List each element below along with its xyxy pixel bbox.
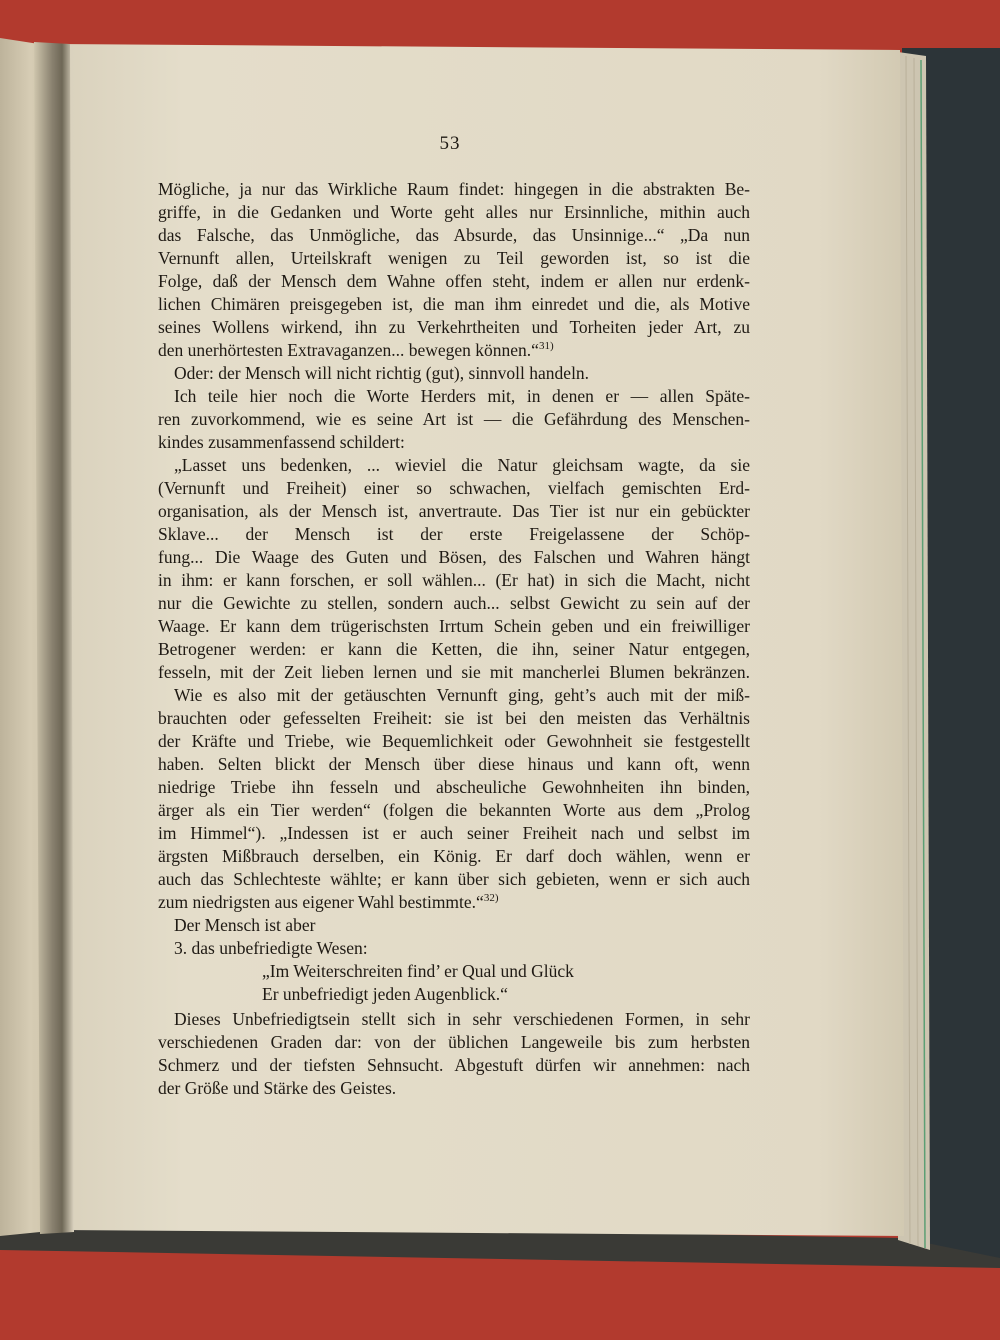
- text-line: [158, 891, 750, 914]
- text-line: brauchten oder gefesselten Freiheit: sie ist bei den meisten das Verhältnis: [158, 708, 750, 728]
- text-line: Schmerz und der tiefsten Sehnsucht. Abgestuft dürfen wir annehmen: nach: [158, 1055, 750, 1075]
- text-line: Betrogener werden: er kann die Ketten, die ihn, seiner Natur entgegen,: [158, 639, 750, 659]
- text-line: ärgsten Mißbrauch derselben, ein König. Er darf doch wählen, wenn er: [158, 846, 750, 866]
- text-line: fesseln, mit der Zeit lieben lernen und sie mit mancherlei Blumen bekränzen.: [158, 662, 750, 682]
- verse-line: „Im Weiterschreiten find’ er Qual und Glück: [262, 961, 574, 981]
- text-line: organisation, als der Mensch ist, anvertraute. Das Tier ist nur ein gebückter: [158, 501, 750, 521]
- text-line: verschiedenen Graden dar: von der üblichen Langeweile bis zum herbsten: [158, 1032, 750, 1052]
- text-line: Vernunft allen, Urteilskraft wenigen zu Teil geworden ist, so ist die: [158, 248, 750, 268]
- text-line: „Lasset uns bedenken, ... wieviel die Natur gleichsam wagte, da sie: [174, 455, 750, 475]
- text-line: Ich teile hier noch die Worte Herders mit, in denen er — allen Späte-: [174, 386, 750, 406]
- text-line: fung... Die Waage des Guten und Bösen, des Falschen und Wahren hängt: [158, 547, 750, 567]
- text-line: (Vernunft und Freiheit) einer so schwachen, vielfach gemischten Erd-: [158, 478, 750, 498]
- text-line: Folge, daß der Mensch dem Wahne offen steht, indem er allen nur erdenk-: [158, 271, 750, 291]
- text-line: nur die Gewichte zu stellen, sondern auch... selbst Gewicht zu sein auf der: [158, 593, 750, 613]
- text-line: niedrige Triebe ihn fesseln und abscheuliche Gewohnheiten ihn binden,: [158, 777, 750, 797]
- page-number: 53: [439, 133, 461, 154]
- text-line: das Falsche, das Unmögliche, das Absurde, das Unsinnige...“ „Da nun: [158, 225, 750, 245]
- text-line: Waage. Er kann dem trügerischsten Irrtum Schein geben und ein freiwilliger: [158, 616, 750, 636]
- text-line: griffe, in die Gedanken und Worte geht alles nur Ersinnliche, mithin auch: [158, 202, 750, 222]
- footnote-ref-32: 32): [483, 892, 499, 905]
- text-line: in ihm: er kann forschen, er soll wählen... (Er hat) in sich die Macht, nicht: [158, 570, 750, 590]
- text-line: seines Wollens wirkend, ihn zu Verkehrtheiten und Torheiten jeder Art, zu: [158, 317, 750, 337]
- text-line: ärger als ein Tier werden“ (folgen die bekannten Worte aus dem „Prolog: [158, 800, 750, 820]
- text-line: [158, 339, 750, 362]
- verse-line: Er unbefriedigt jeden Augenblick.“: [262, 984, 508, 1004]
- text-line: 3. das unbefriedigte Wesen:: [174, 938, 368, 958]
- text-line-body: zum niedrigsten aus eigener Wahl bestimmte.“: [158, 892, 484, 912]
- text-line: auch das Schlechteste wählte; er kann über sich gebieten, wenn er sich auch: [158, 869, 750, 889]
- text-line: Der Mensch ist aber: [174, 915, 316, 935]
- text-line: Dieses Unbefriedigtsein stellt sich in sehr verschiedenen Formen, in sehr: [174, 1009, 750, 1029]
- text-line: Sklave... der Mensch ist der erste Freigelassene der Schöp-: [158, 524, 750, 544]
- text-line: ren zuvorkommend, wie es seine Art ist — die Gefährdung des Menschen-: [158, 409, 750, 429]
- text-line: Mögliche, ja nur das Wirkliche Raum findet: hingegen in die abstrakten Be-: [158, 179, 750, 199]
- text-line: kindes zusammenfassend schildert:: [158, 432, 405, 452]
- text-line: der Kräfte und Triebe, wie Bequemlichkeit oder Gewohnheit sie festgestellt: [158, 731, 750, 751]
- text-line: im Himmel“). „Indessen ist er auch seiner Freiheit nach und selbst im: [158, 823, 750, 843]
- text-line: der Größe und Stärke des Geistes.: [158, 1078, 397, 1098]
- text-line: haben. Selten blickt der Mensch über diese hinaus und kann oft, wenn: [158, 754, 750, 774]
- text-line-body: den unerhörtesten Extravaganzen... bewegen können.“: [158, 340, 539, 360]
- text-line: Wie es also mit der getäuschten Vernunft ging, geht’s auch mit der miß-: [174, 685, 750, 705]
- text-line: Oder: der Mensch will nicht richtig (gut), sinnvoll handeln.: [174, 363, 590, 383]
- text-line: lichen Chimären preisgegeben ist, die man ihm einredet und die, als Motive: [158, 294, 750, 314]
- footnote-ref-31: 31): [538, 340, 554, 353]
